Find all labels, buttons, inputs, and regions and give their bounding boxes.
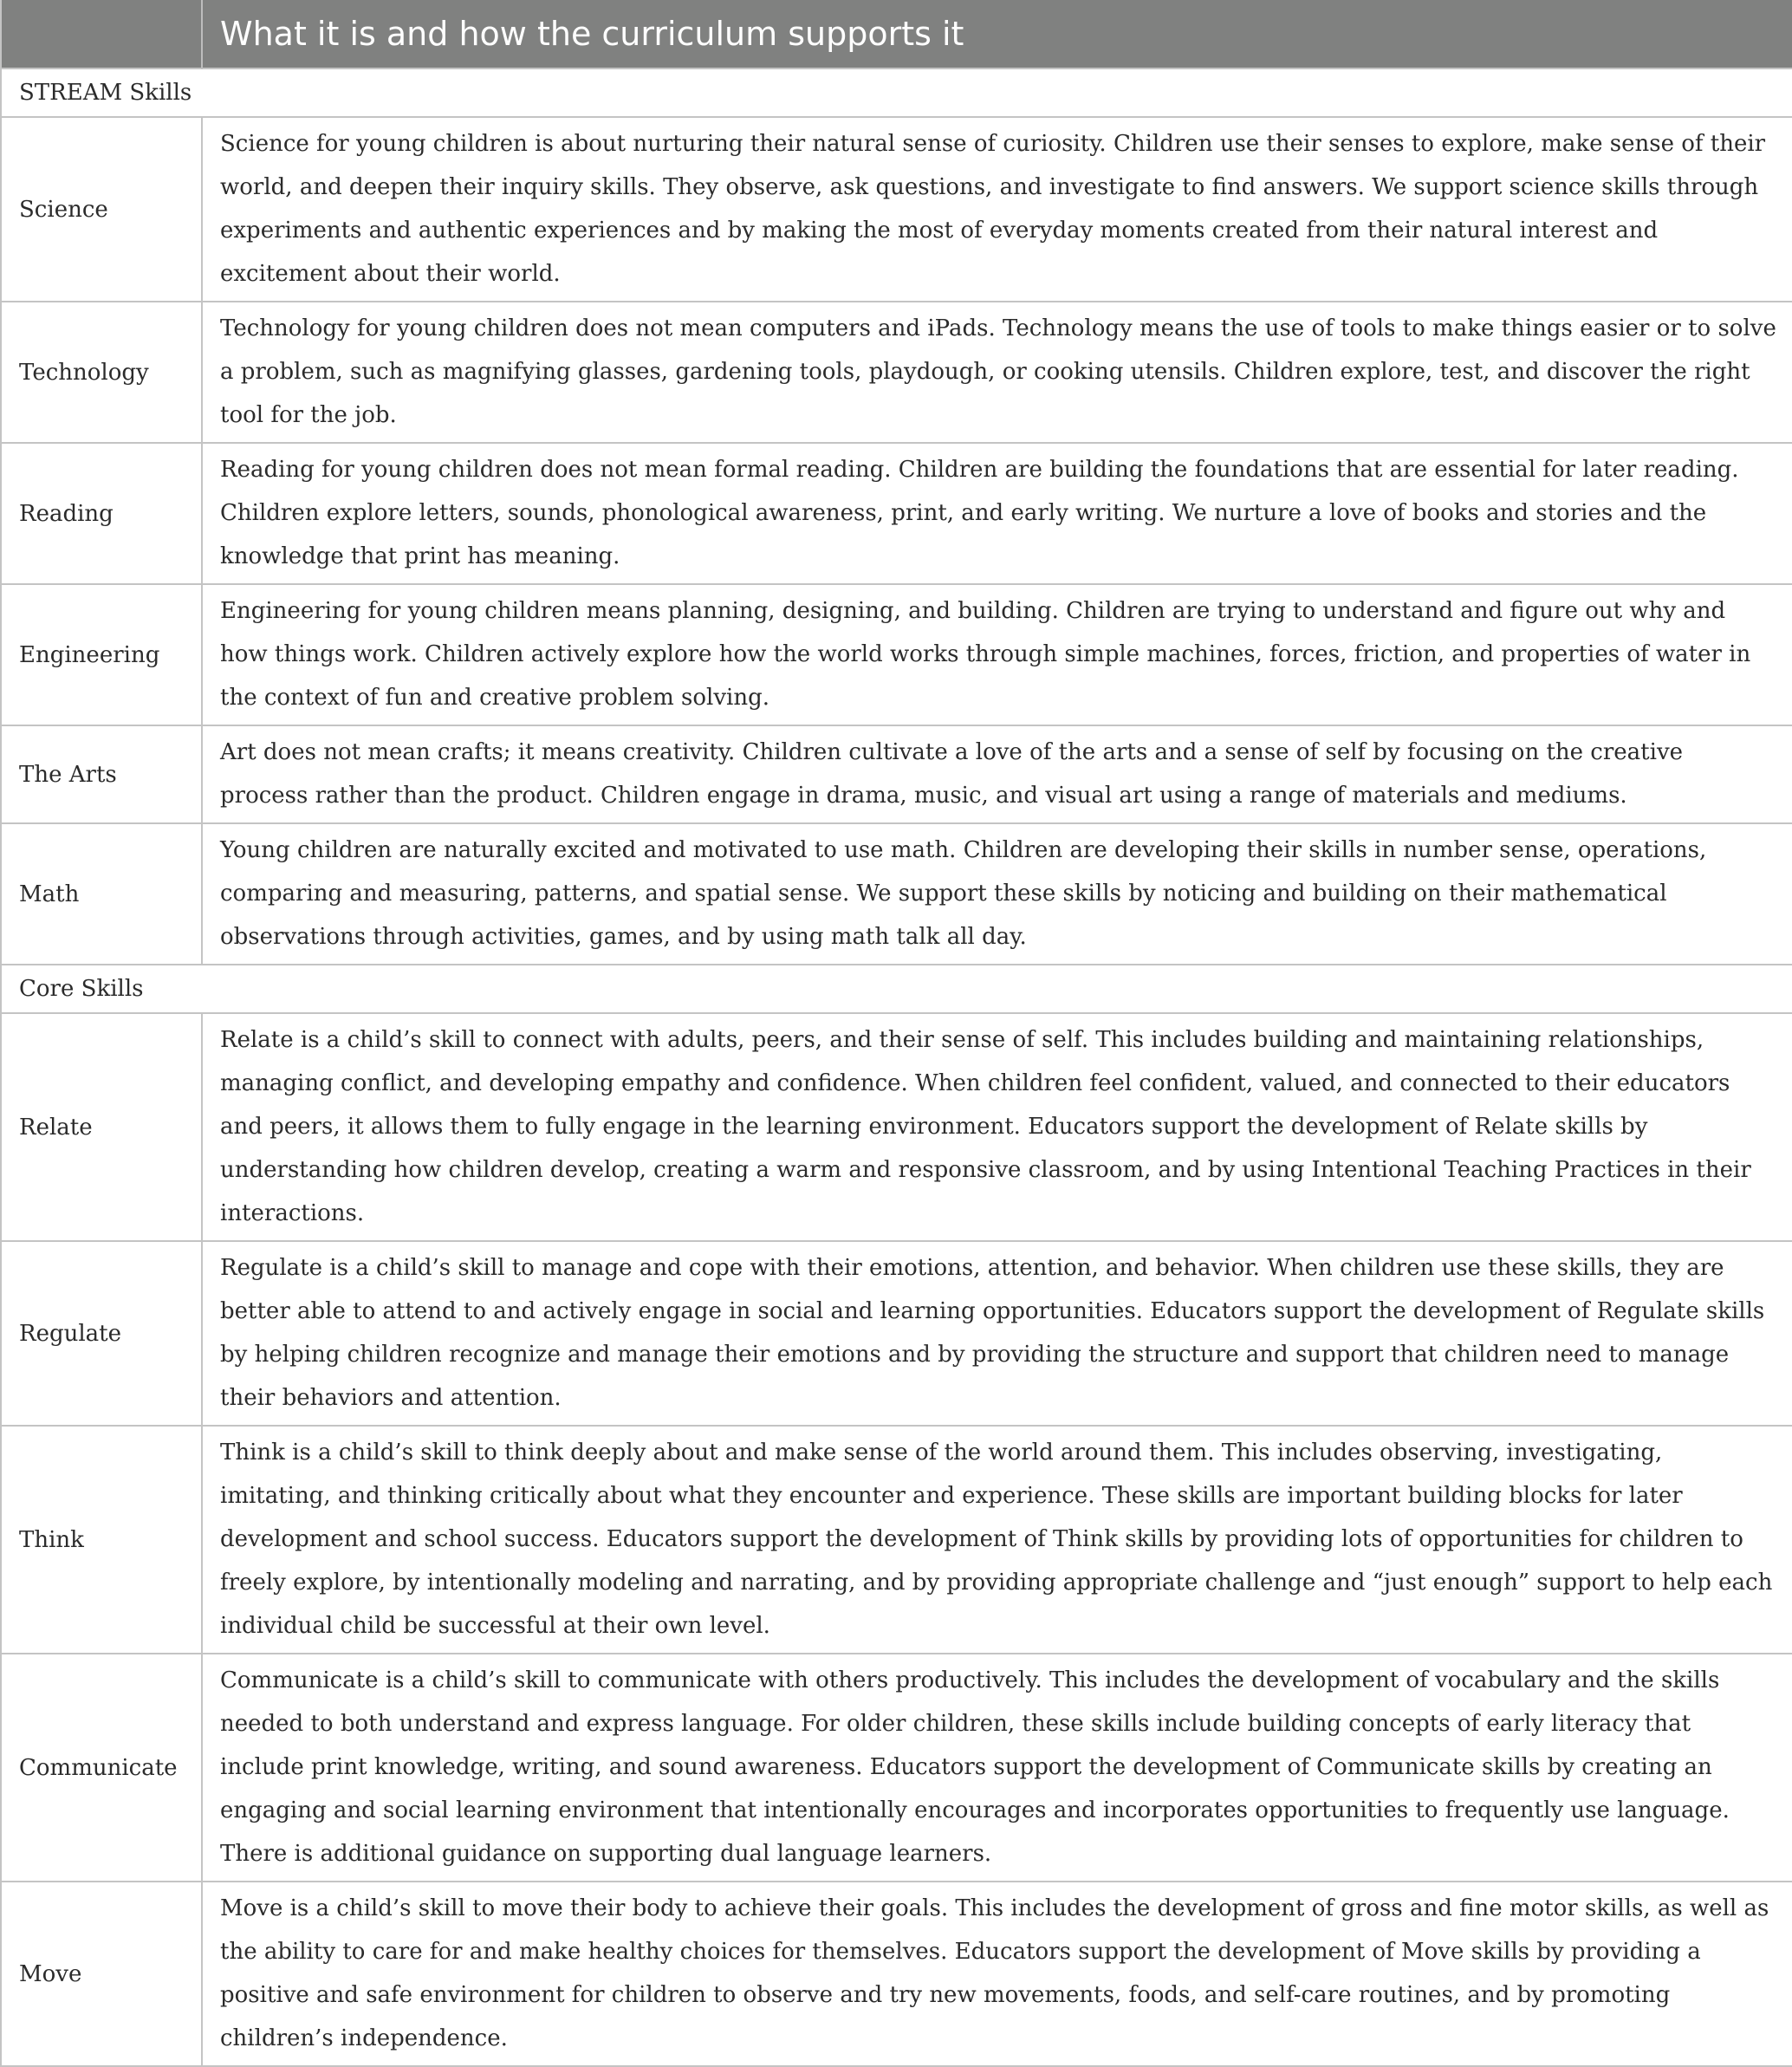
skill-term: Math — [1, 823, 202, 965]
section-label: STREAM Skills — [1, 68, 1792, 117]
skill-description: Reading for young children does not mean formal reading. Children are building the foundations that are essential for later reading. Children explore letters, sounds, phonological awareness, print, and early writing. We nurture a love of books and stories and the knowledge that print has meaning. — [202, 443, 1792, 584]
skill-term: The Arts — [1, 725, 202, 823]
skill-term: Technology — [1, 302, 202, 443]
table-row — [1, 1013, 1792, 1241]
skill-description: Engineering for young children means planning, designing, and building. Children are trying to understand and figure out why and how things work. Children actively explore how the world works through simple machines, forces, friction, and properties of water in the context of fun and creative problem solving. — [202, 584, 1792, 725]
header-cell-description: What it is and how the curriculum supports it — [202, 0, 1792, 68]
skill-description: Move is a child’s skill to move their body to achieve their goals. This includes the development of gross and fine motor skills, as well as the ability to care for and make healthy choices for themselves. Educators support the development of Move skills by providing a positive and safe environment for children to observe and try new movements, foods, and self-care routines, and by promoting children’s independence. — [202, 1882, 1792, 2066]
table-row — [1, 1241, 1792, 1426]
header-row — [1, 0, 1792, 68]
table-row — [1, 1882, 1792, 2066]
skill-description: Art does not mean crafts; it means creativity. Children cultivate a love of the arts and a sense of self by focusing on the creative process rather than the product. Children engage in drama, music, and visual art using a range of materials and mediums. — [202, 725, 1792, 823]
table-row — [1, 823, 1792, 965]
skill-term: Think — [1, 1426, 202, 1654]
skill-description: Think is a child’s skill to think deeply about and make sense of the world around them. This includes observing, investigating, imitating, and thinking critically about what they encounter and experience. These skills are important building blocks for later development and school success. Educators support the development of Think skills by providing lots of opportunities for children to freely explore, by intentionally modeling and narrating, and by providing appropriate challenge and “just enough” support to help each individual child be successful at their own level. — [202, 1426, 1792, 1654]
skill-description: Science for young children is about nurturing their natural sense of curiosity. Children use their senses to explore, make sense of their world, and deepen their inquiry skills. They observe, ask questions, and investigate to find answers. We support science skills through experiments and authentic experiences and by making the most of everyday moments created from their natural interest and excitement about their world. — [202, 117, 1792, 302]
header-cell-term — [1, 0, 202, 68]
section-row-stream — [1, 68, 1792, 117]
skill-term: Regulate — [1, 1241, 202, 1426]
skill-term: Science — [1, 117, 202, 302]
table-row — [1, 584, 1792, 725]
skill-term: Reading — [1, 443, 202, 584]
skill-term: Move — [1, 1882, 202, 2066]
table-row — [1, 302, 1792, 443]
skill-description: Communicate is a child’s skill to communicate with others productively. This includes the development of vocabulary and the skills needed to both understand and express language. For older children, these skills include building concepts of early literacy that include print knowledge, writing, and sound awareness. Educators support the development of Communicate skills by creating an engaging and social learning environment that intentionally encourages and incorporates opportunities to frequently use language. There is additional guidance on supporting dual language learners. — [202, 1654, 1792, 1882]
skill-description: Regulate is a child’s skill to manage and cope with their emotions, attention, and behavior. When children use these skills, they are better able to attend to and actively engage in social and learning opportunities. Educators support the development of Regulate skills by helping children recognize and manage their emotions and by providing the structure and support that children need to manage their behaviors and attention. — [202, 1241, 1792, 1426]
table-header — [1, 0, 1792, 68]
section-label: Core Skills — [1, 965, 1792, 1013]
skill-term: Communicate — [1, 1654, 202, 1882]
skill-description: Young children are naturally excited and motivated to use math. Children are developing their skills in number sense, operations, comparing and measuring, patterns, and spatial sense. We support these skills by noticing and building on their mathematical observations through activities, games, and by using math talk all day. — [202, 823, 1792, 965]
skill-term: Engineering — [1, 584, 202, 725]
skill-description: Relate is a child’s skill to connect with adults, peers, and their sense of self. This includes building and maintaining relationships, managing conflict, and developing empathy and confidence. When children feel confident, valued, and connected to their educators and peers, it allows them to fully engage in the learning environment. Educators support the development of Relate skills by understanding how children develop, creating a warm and responsive classroom, and by using Intentional Teaching Practices in their interactions. — [202, 1013, 1792, 1241]
table-row — [1, 1654, 1792, 1882]
skill-term: Relate — [1, 1013, 202, 1241]
table-row — [1, 117, 1792, 302]
table-row — [1, 443, 1792, 584]
section-row-core — [1, 965, 1792, 1013]
table-row — [1, 1426, 1792, 1654]
skill-description: Technology for young children does not mean computers and iPads. Technology means the use of tools to make things easier or to solve a problem, such as magnifying glasses, gardening tools, playdough, or cooking utensils. Children explore, test, and discover the right tool for the job. — [202, 302, 1792, 443]
table-body — [1, 68, 1792, 2066]
table-row — [1, 725, 1792, 823]
